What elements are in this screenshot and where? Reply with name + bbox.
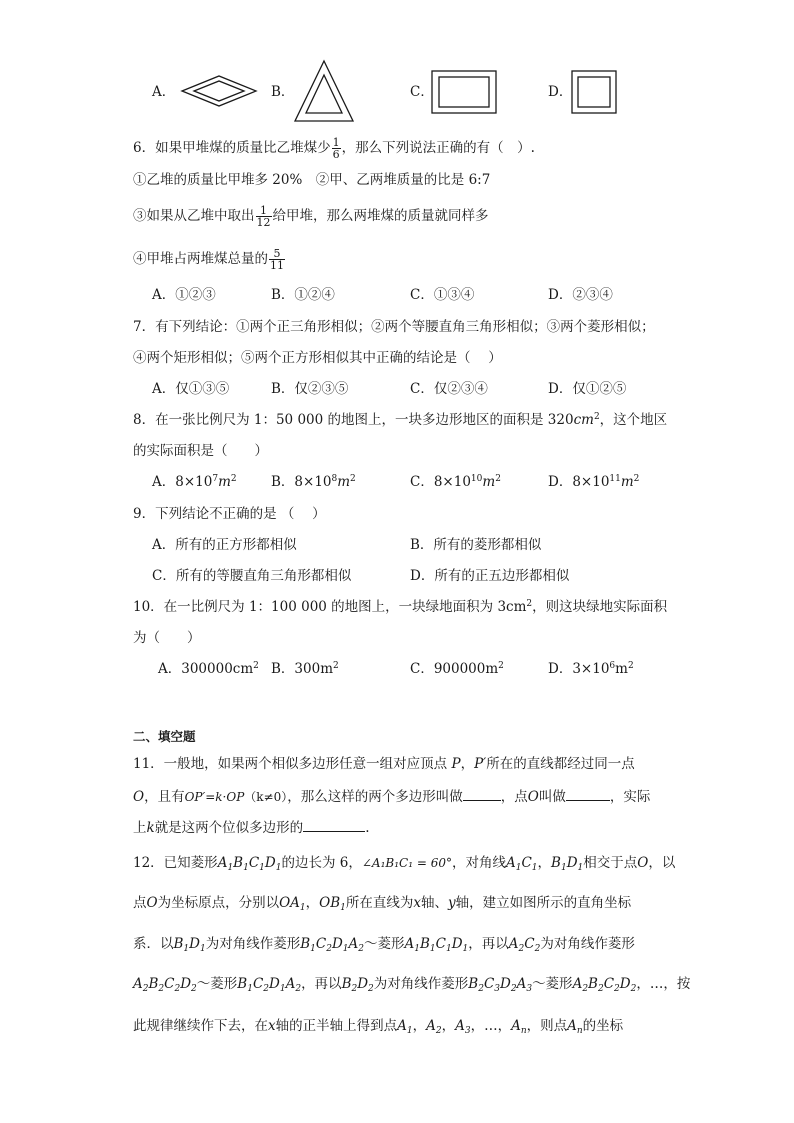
blank-1[interactable]: [463, 786, 501, 801]
q12-line2: 点O为坐标原点，分别以$OA_1$，$OB_1$所在直线为x轴、y轴，建立如图所示的直角坐标: [133, 895, 632, 913]
q7-option-d[interactable]: D．仅①②⑤: [548, 381, 627, 397]
q7-option-a[interactable]: A．仅①③⑤: [152, 381, 230, 397]
q8-option-b[interactable]: B．$8\times 10^8m^2$: [271, 474, 356, 490]
q9-stem: 9．下列结论不正确的是 （ ）: [133, 506, 326, 522]
q5-option-d-label: D．: [548, 84, 573, 100]
q11-line2: O，且有OP′=k·OP（k≠0），那么这样的两个多边形叫做 ，点O叫做 ，实际: [133, 786, 650, 806]
q6-stem: 6．如果甲堆煤的质量比乙堆煤少 $\frac{1}{6}$ ，那么下列说法正确的有（ ）.: [133, 136, 535, 161]
q8-option-d[interactable]: D．$8\times 10^{11}m^2$: [548, 474, 640, 490]
q9-option-d[interactable]: D．所有的正五边形都相似: [410, 568, 570, 584]
blank-2[interactable]: [566, 786, 610, 801]
q9-option-b[interactable]: B．所有的菱形都相似: [410, 537, 542, 553]
section-title-fill-in: 二、填空题: [133, 729, 196, 744]
q5-option-a-label: A．: [152, 84, 176, 100]
q9-option-c[interactable]: C．所有的等腰直角三角形都相似: [152, 568, 352, 584]
q6-option-d[interactable]: D．②③④: [548, 287, 613, 303]
rectangle-figure: [430, 69, 498, 115]
blank-3[interactable]: [303, 817, 365, 832]
q11-line1: 11．一般地，如果两个相似多边形任意一组对应顶点 P，P′所在的直线都经过同一点: [133, 756, 635, 772]
q6-option-a[interactable]: A．①②③: [152, 287, 216, 303]
q9-option-a[interactable]: A．所有的正方形都相似: [152, 537, 297, 553]
q8-option-c[interactable]: C．$8\times 10^{10}m^2$: [410, 474, 501, 490]
q6-option-c[interactable]: C．①③④: [410, 287, 475, 303]
q8-stem-line1: 8．在一张比例尺为 1：50 000 的地图上，一块多边形地区的面积是 $320cm^2$，这个地区: [133, 412, 668, 428]
q5-option-c-label: C．: [410, 84, 434, 100]
q11-line3: 上k就是这两个位似多边形的 .: [133, 817, 369, 837]
q12-line1: 12．已知菱形$A_1B_1C_1D_1$的边长为 6，∠A₁B₁C₁ = 60°，对角线$A_1C_1$，$B_1D_1$相交于点O，以: [133, 855, 676, 873]
q5-option-b-label: B．: [271, 84, 295, 100]
q8-stem-line2: 的实际面积是（ ）: [133, 443, 268, 459]
q7-option-c[interactable]: C．仅②③④: [410, 381, 488, 397]
q8-option-a[interactable]: A．$8\times 10^7m^2$: [152, 474, 237, 490]
q10-stem-line2: 为（ ）: [133, 630, 201, 646]
q6-statement-4: ④甲堆占两堆煤总量的 $\frac{5}{11}$: [133, 247, 284, 272]
fraction-one-twelfth: $\frac{1}{12}$: [256, 204, 271, 229]
q10-stem-line1: 10．在一比例尺为 1：100 000 的地图上，一块绿地面积为 $3cm^2$，则这块绿地实际面积: [133, 599, 668, 615]
q6-statement-1-2: ①乙堆的质量比甲堆多 20% ②甲、乙两堆质量的比是 6:7: [133, 172, 491, 188]
q10-option-d[interactable]: D．$3\times 10^6m^2$: [548, 661, 634, 677]
triangle-figure: [292, 58, 356, 124]
square-figure: [570, 69, 618, 115]
q10-option-b[interactable]: B．$300m^2$: [271, 661, 339, 677]
q12-line3: 系．以$B_1D_1$为对角线作菱形$B_1C_2D_1A_2\sim$菱形$A_1B_1C_1D_1$，再以$A_2C_2$为对角线作菱形: [133, 936, 635, 954]
q6-option-b[interactable]: B．①②④: [271, 287, 335, 303]
q6-statement-3: ③如果从乙堆中取出 $\frac{1}{12}$ 给甲堆，那么两堆煤的质量就同样多: [133, 204, 489, 229]
q12-line5: 此规律继续作下去，在x轴的正半轴上得到点$A_1$，$A_2$，$A_3$，…，$A_n$，则点$A_n$的坐标: [133, 1018, 624, 1036]
q7-option-b[interactable]: B．仅②③⑤: [271, 381, 349, 397]
fraction-one-sixth: $\frac{1}{6}$: [332, 136, 340, 161]
q7-stem-line2: ④两个矩形相似；⑤两个正方形相似其中正确的结论是（ ）: [133, 350, 502, 366]
q12-line4: $A_2B_2C_2D_2\sim$菱形$B_1C_2D_1A_2$，再以$B_2D_2$为对角线作菱形$B_2C_3D_2A_3\sim$菱形$A_2B_2C_2D_2$，…，按: [133, 976, 691, 994]
q7-stem-line1: 7．有下列结论：①两个正三角形相似；②两个等腰直角三角形相似；③两个菱形相似；: [133, 319, 655, 335]
q10-option-c[interactable]: C．$900000m^2$: [410, 661, 504, 677]
q10-option-a[interactable]: A．$300000cm^2$: [158, 661, 259, 677]
rhombus-figure: [178, 73, 260, 109]
fraction-five-elevenths: $\frac{5}{11}$: [270, 247, 284, 272]
